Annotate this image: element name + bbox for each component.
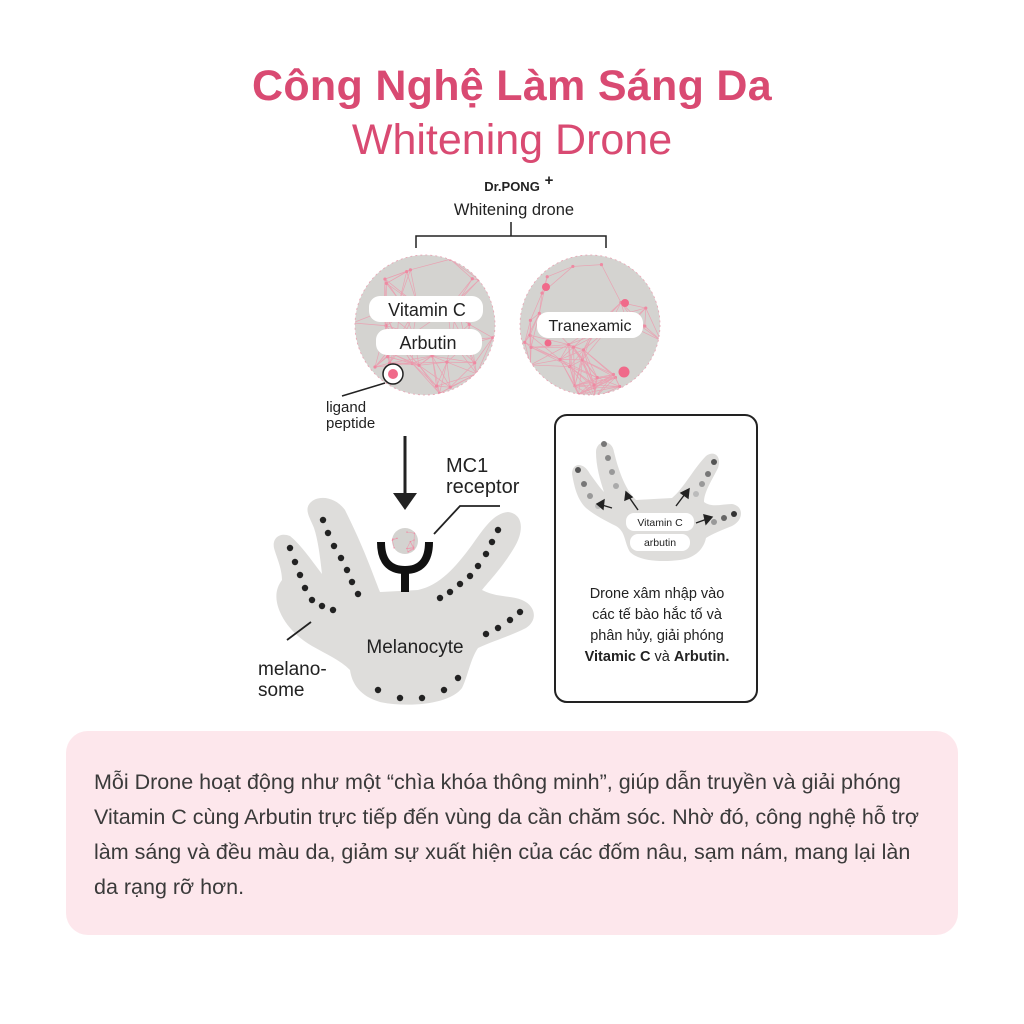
receptor-label-line1: MC1 (446, 455, 489, 477)
drone-label: Whitening drone (453, 201, 575, 219)
inset-melanosome-dot (711, 459, 717, 465)
inset-melanosome-dot (693, 491, 699, 497)
melanosome-dot (319, 603, 325, 609)
melanosome-dot (455, 675, 461, 681)
drone-sphere-vitamin-arbutin (351, 255, 495, 395)
melanosome-dot (419, 695, 425, 701)
inset-text-arbutin: Arbutin. (673, 649, 730, 665)
melanosome-dot (287, 545, 293, 551)
melanosome-dot (441, 687, 447, 693)
info-note-panel (66, 731, 958, 935)
inset-melanosome-dot (575, 467, 581, 473)
ligand-label-line1: ligand (326, 399, 367, 416)
page-subtitle: Whitening Drone (351, 116, 673, 164)
melanosome-dot (302, 585, 308, 591)
inset-text-line3: phân hủy, giải phóng (590, 628, 724, 644)
brand-plus: + (544, 172, 554, 189)
inset-pill-vitamin-c: Vitamin C (637, 517, 683, 529)
ligand-label-line2: peptide (326, 415, 376, 432)
melanosome-label-line2: some (258, 680, 305, 701)
melanosome-label-line1: melano- (258, 659, 327, 680)
inset-melanosome-dot (601, 441, 607, 447)
receptor-label-line2: receptor (446, 476, 520, 498)
pill-tranexamic: Tranexamic (548, 318, 632, 335)
melanocyte-label: Melanocyte (366, 637, 464, 658)
brand-logo: Dr.PONG (484, 179, 540, 194)
melanosome-dot (397, 695, 403, 701)
melanosome-dot (355, 591, 361, 597)
melanosome-dot (344, 567, 350, 573)
melanosome-dot (338, 555, 344, 561)
inset-text-line1: Drone xâm nhập vào (589, 586, 725, 602)
melanosome-dot (320, 517, 326, 523)
melanosome-dot (297, 572, 303, 578)
inset-text-conjunction: và (650, 649, 674, 665)
melanosome-dot (325, 530, 331, 536)
melanosome-dot (309, 597, 315, 603)
drone-docked-icon (392, 528, 418, 554)
inset-description (560, 584, 754, 668)
melanosome-dot (447, 589, 453, 595)
info-note-text: Mỗi Drone hoạt động như một “chìa khóa thông minh”, giúp dẫn truyền và giải phóng Vitamin C cùng Arbutin trực tiếp đến vùng da cần chăm sóc. Nhờ đó, công nghệ hỗ trợ làm sáng và đều màu da, giảm sự xuất hiện của các đốm nâu, sạm nám, mang lại làn da rạng rỡ hơn. (94, 770, 920, 899)
inset-melanosome-dot (609, 469, 615, 475)
inset-pill-arbutin: arbutin (643, 537, 677, 549)
melanosome-dot (349, 579, 355, 585)
pill-arbutin: Arbutin (399, 333, 457, 353)
inset-melanosome-dot (587, 493, 593, 499)
inset-melanosome-dot (581, 481, 587, 487)
melanosome-dot (483, 631, 489, 637)
inset-melanosome-dot (605, 455, 611, 461)
melanosome-dot (507, 617, 513, 623)
melanosome-dot (375, 687, 381, 693)
melanosome-dot (457, 581, 463, 587)
melanosome-dot (489, 539, 495, 545)
inset-melanosome-dot (705, 471, 711, 477)
ligand-pointer-line (342, 383, 385, 396)
melanosome-dot (475, 563, 481, 569)
melanosome-dot (292, 559, 298, 565)
melanosome-dot (495, 625, 501, 631)
inset-text-vitamic-c: Vitamic C (584, 649, 651, 665)
down-arrow-icon (393, 436, 417, 510)
melanosome-dot (331, 543, 337, 549)
melanosome-dot (517, 609, 523, 615)
inset-melanosome-dot (711, 519, 717, 525)
inset-melanosome-dot (721, 515, 727, 521)
melanosome-dot (483, 551, 489, 557)
drone-sphere-tranexamic (520, 255, 662, 400)
bracket-line (416, 222, 606, 248)
inset-melanosome-dot (613, 483, 619, 489)
melanosome-dot (495, 527, 501, 533)
inset-text-line2: các tế bào hắc tố và (592, 607, 722, 623)
melanosome-dot (437, 595, 443, 601)
melanosome-dot (467, 573, 473, 579)
inset-melanosome-dot (699, 481, 705, 487)
inset-melanosome-dot (731, 511, 737, 517)
melanosome-dot (330, 607, 336, 613)
pill-vitamin-c: Vitamin C (388, 300, 466, 320)
page-title: Công Nghệ Làm Sáng Da (252, 62, 772, 110)
